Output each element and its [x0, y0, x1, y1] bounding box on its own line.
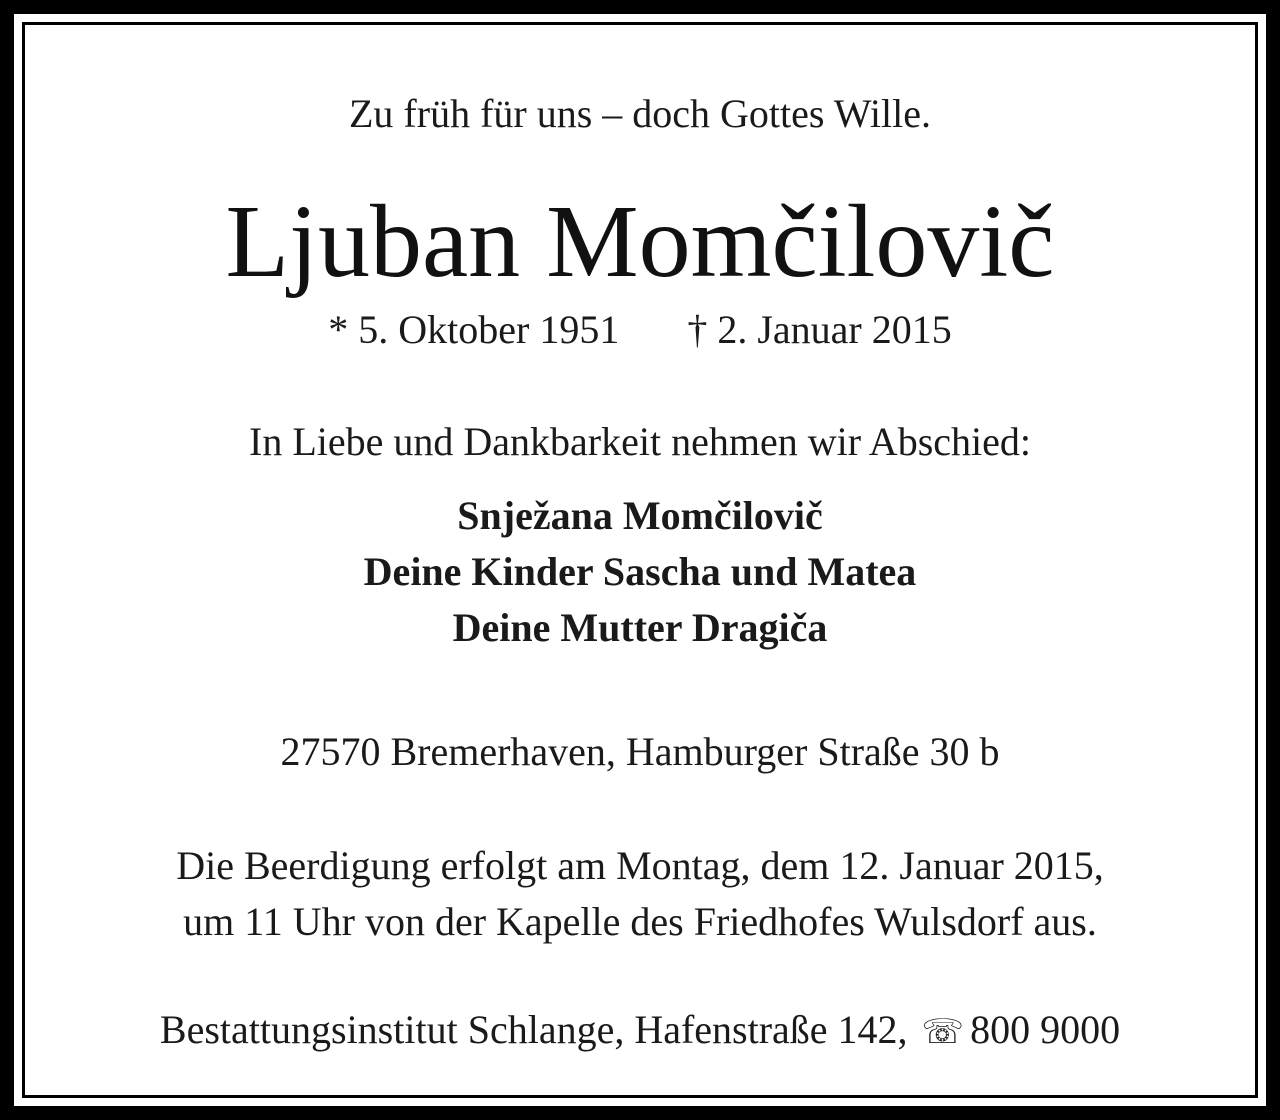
mourner-item: Deine Mutter Dragiča: [452, 605, 828, 650]
birth-date: * 5. Oktober 1951: [328, 307, 620, 352]
mourners-list: [0, 488, 1280, 656]
funeral-line: um 11 Uhr von der Kapelle des Friedhofes Wulsdorf aus.: [183, 899, 1097, 944]
phone-number: 800 9000: [970, 1007, 1121, 1052]
undertaker-name: Bestattungsinstitut Schlange, Hafenstraße 142,: [159, 1007, 908, 1052]
farewell-line: In Liebe und Dankbarkeit nehmen wir Abschied:: [249, 419, 1031, 464]
mourner-item: Snježana Momčilovič: [457, 493, 823, 538]
mourner-item: Deine Kinder Sascha und Matea: [363, 549, 917, 594]
family-address: 27570 Bremerhaven, Hamburger Straße 30 b: [280, 729, 1000, 774]
telephone-icon: ☏: [921, 1012, 965, 1052]
funeral-line: Die Beerdigung erfolgt am Montag, dem 12. Januar 2015,: [176, 843, 1104, 888]
life-dates: [0, 306, 1280, 353]
deceased-name: Ljuban Momčilovič: [225, 184, 1055, 299]
death-date: † 2. Januar 2015: [687, 307, 952, 352]
funeral-details: [0, 838, 1280, 950]
motto: Zu früh für uns – doch Gottes Wille.: [349, 91, 931, 136]
undertaker-line: [0, 1006, 1280, 1053]
